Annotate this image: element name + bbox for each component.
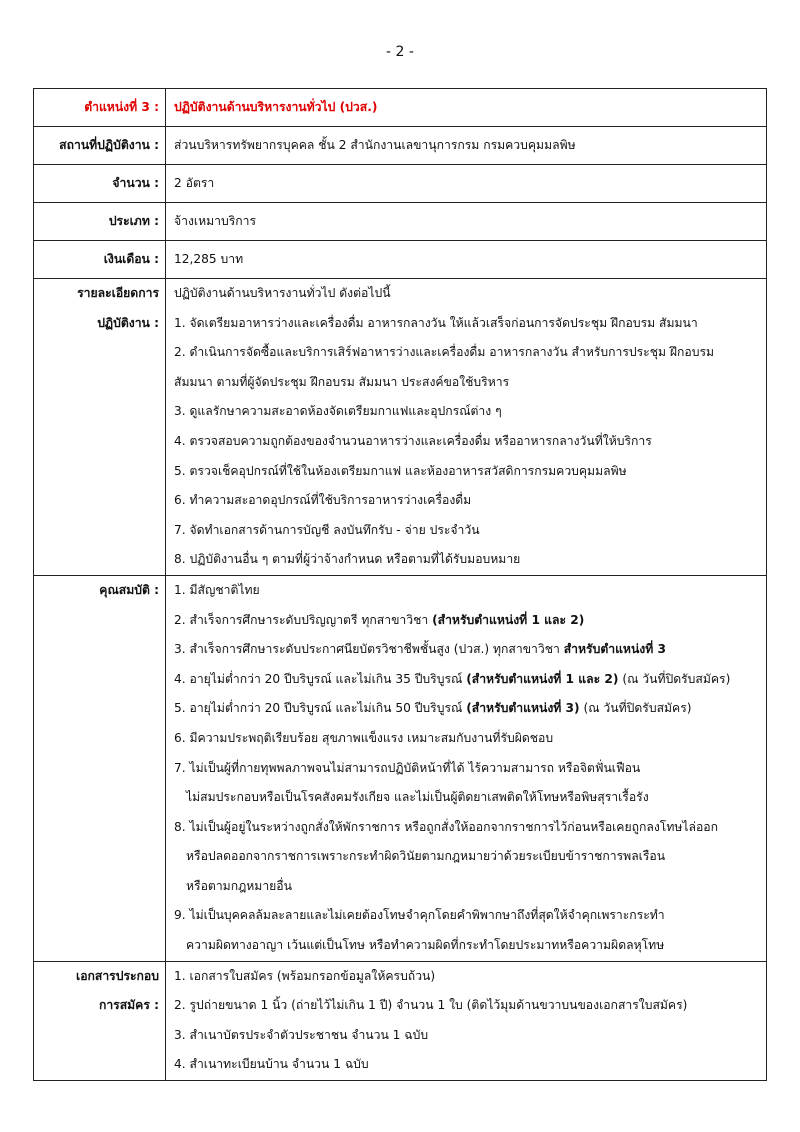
duties-content — [166, 279, 767, 576]
workplace-row — [34, 127, 767, 165]
duties-label — [34, 279, 166, 576]
duty-item: 7. จัดทำเอกสารด้านการบัญชี ลงบันทึกรับ - จ่าย ประจำวัน — [174, 522, 480, 537]
type-row — [34, 203, 767, 241]
salary-row — [34, 241, 767, 279]
qualification-item: 1. มีสัญชาติไทย — [174, 582, 260, 597]
documents-label — [34, 961, 166, 1080]
position-row — [34, 89, 767, 127]
type-value: จ้างเหมาบริการ — [166, 203, 767, 241]
document-item: 1. เอกสารใบสมัคร (พร้อมกรอกข้อมูลให้ครบถ้วน) — [174, 968, 436, 983]
duty-item-continuation: สัมมนา ตามที่ผู้จัดประชุม ฝึกอบรม สัมมนา ประสงค์ขอใช้บริหาร — [174, 374, 510, 389]
document-item: 3. สำเนาบัตรประจำตัวประชาชน จำนวน 1 ฉบับ — [174, 1027, 429, 1042]
qualification-emphasis: สำหรับตำแหน่งที่ 3 — [563, 642, 667, 657]
workplace-label: สถานที่ปฏิบัติงาน : — [34, 127, 166, 165]
qualification-emphasis: (สำหรับตำแหน่งที่ 3) — [466, 701, 580, 716]
documents-label-line2: การสมัคร : — [98, 998, 159, 1013]
duty-item: 6. ทำความสะอาดอุปกรณ์ที่ใช้บริการอาหารว่างเครื่องดื่ม — [174, 493, 472, 508]
duties-row — [34, 279, 767, 576]
qualification-item-continuation: หรือตามกฎหมายอื่น — [186, 878, 292, 893]
documents-label-line1: เอกสารประกอบ — [76, 968, 159, 983]
amount-row — [34, 165, 767, 203]
amount-label: จำนวน : — [34, 165, 166, 203]
qualification-item-continuation: หรือปลดออกจากราชการเพราะกระทำผิดวินัยตามกฎหมายว่าด้วยระเบียบข้าราชการพลเรือน — [186, 849, 666, 864]
qualification-emphasis: (สำหรับตำแหน่งที่ 1 และ 2) — [466, 671, 619, 686]
qualification-item: 7. ไม่เป็นผู้ที่กายทุพพลภาพจนไม่สามารถปฏิบัติหน้าที่ได้ ไร้ความสามารถ หรือจิตฟั่นเฟือน — [174, 760, 641, 775]
qualifications-label: คุณสมบัติ : — [34, 575, 166, 961]
qualification-item-continuation: ความผิดทางอาญา เว้นแต่เป็นโทษ หรือทำความผิดที่กระทำโดยประมาทหรือความผิดลหุโทษ — [186, 938, 665, 953]
qualification-item — [174, 635, 762, 665]
duty-item: 4. ตรวจสอบความถูกต้องของจำนวนอาหารว่างและเครื่องดื่ม หรืออาหารกลางวันที่ให้บริการ — [174, 433, 652, 448]
qualification-text: 2. สำเร็จการศึกษาระดับปริญญาตรี ทุกสาขาวิชา — [174, 612, 433, 627]
qualification-item — [174, 665, 762, 695]
type-label: ประเภท : — [34, 203, 166, 241]
position-label: ตำแหน่งที่ 3 : — [34, 89, 166, 127]
duty-item: 3. ดูแลรักษาความสะอาดห้องจัดเตรียมกาแฟและอุปกรณ์ต่าง ๆ — [174, 404, 502, 419]
qualification-item: 6. มีความประพฤติเรียบร้อย สุขภาพแข็งแรง เหมาะสมกับงานที่รับผิดชอบ — [174, 730, 554, 745]
qualification-item — [174, 694, 762, 724]
job-announcement-table — [33, 88, 767, 1081]
workplace-value: ส่วนบริหารทรัพยากรบุคคล ชั้น 2 สำนักงานเลขานุการกรม กรมควบคุมมลพิษ — [166, 127, 767, 165]
duties-label-line2: ปฏิบัติงาน : — [97, 315, 159, 330]
position-value: ปฏิบัติงานด้านบริหารงานทั่วไป (ปวส.) — [166, 89, 767, 127]
qualification-text: 4. อายุไม่ต่ำกว่า 20 ปีบริบูรณ์ และไม่เกิน 35 ปีบริบูรณ์ — [174, 671, 467, 686]
documents-row — [34, 961, 767, 1080]
duties-label-line1: รายละเอียดการ — [77, 286, 159, 300]
page-number: - 2 - — [386, 44, 414, 60]
duties-intro: ปฏิบัติงานด้านบริหารงานทั่วไป ดังต่อไปนี้ — [174, 286, 391, 300]
qualifications-content — [166, 575, 767, 961]
salary-value: 12,285 บาท — [166, 241, 767, 279]
qualifications-row — [34, 575, 767, 961]
duty-item: 5. ตรวจเช็คอุปกรณ์ที่ใช้ในห้องเตรียมกาแฟ และห้องอาหารสวัสดิการกรมควบคุมมลพิษ — [174, 463, 627, 478]
qualification-item: 8. ไม่เป็นผู้อยู่ในระหว่างถูกสั่งให้พักราชการ หรือถูกสั่งให้ออกจากราชการไว้ก่อนหรือเคยถูกลงโทษไล่ออก — [174, 819, 719, 834]
documents-content — [166, 961, 767, 1080]
amount-value: 2 อัตรา — [166, 165, 767, 203]
duty-item: 2. ดำเนินการจัดซื้อและบริการเสิร์ฟอาหารว่างและเครื่องดื่ม อาหารกลางวัน สำหรับการประชุม ฝึกอบรม — [174, 345, 715, 360]
qualification-item-continuation: ไม่สมประกอบหรือเป็นโรคสังคมรังเกียจ และไม่เป็นผู้ติดยาเสพติดให้โทษหรือพิษสุราเรื้อรัง — [186, 790, 649, 805]
qualification-tail: (ณ วันที่ปิดรับสมัคร) — [579, 701, 692, 716]
duty-item: 1. จัดเตรียมอาหารว่างและเครื่องดื่ม อาหารกลางวัน ให้แล้วเสร็จก่อนการจัดประชุม ฝึกอบรม สัมมนา — [174, 315, 698, 330]
qualification-item: 9. ไม่เป็นบุคคลล้มละลายและไม่เคยต้องโทษจำคุกโดยคำพิพากษาถึงที่สุดให้จำคุกเพราะกระทำ — [174, 908, 665, 923]
document-item: 4. สำเนาทะเบียนบ้าน จำนวน 1 ฉบับ — [174, 1057, 369, 1072]
document-item: 2. รูปถ่ายขนาด 1 นิ้ว (ถ่ายไว้ไม่เกิน 1 ปี) จำนวน 1 ใบ (ติดไว้มุมด้านขวาบนของเอกสารใบสมัคร) — [174, 998, 688, 1013]
qualification-text: 5. อายุไม่ต่ำกว่า 20 ปีบริบูรณ์ และไม่เกิน 50 ปีบริบูรณ์ — [174, 701, 467, 716]
qualification-emphasis: (สำหรับตำแหน่งที่ 1 และ 2) — [432, 612, 585, 627]
qualification-item — [174, 606, 762, 636]
qualification-tail: (ณ วันที่ปิดรับสมัคร) — [618, 671, 731, 686]
duty-item: 8. ปฏิบัติงานอื่น ๆ ตามที่ผู้ว่าจ้างกำหนด หรือตามที่ได้รับมอบหมาย — [174, 552, 521, 567]
qualification-text: 3. สำเร็จการศึกษาระดับประกาศนียบัตรวิชาชีพชั้นสูง (ปวส.) ทุกสาขาวิชา — [174, 642, 564, 657]
salary-label: เงินเดือน : — [34, 241, 166, 279]
